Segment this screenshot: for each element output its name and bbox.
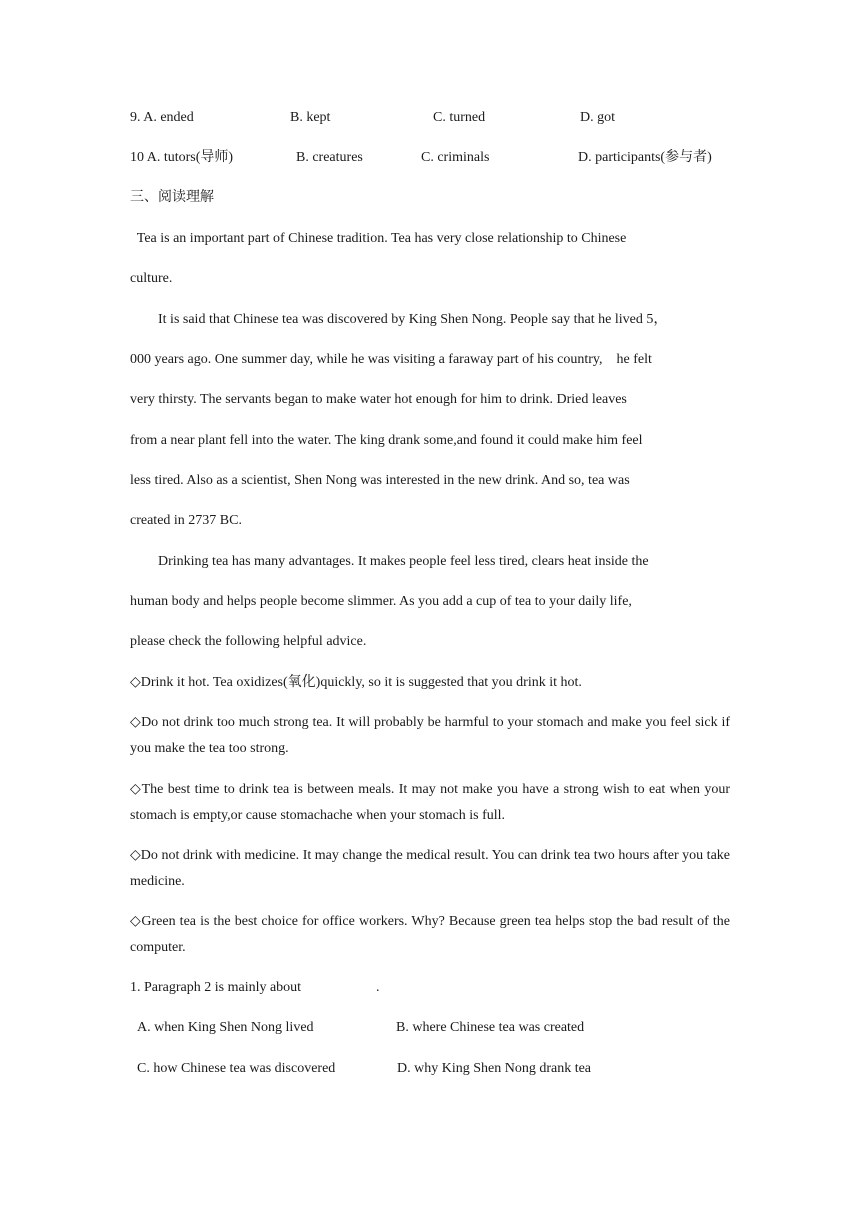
q9-option-c: C. turned [433,110,486,125]
advice-item: ◇The best time to drink tea is between meals. It may not make you have a strong wish to eat when your stomach is empty,or cause stomachache when your stomach is full. [130,782,730,823]
advice-item: ◇Drink it hot. Tea oxidizes(氧化)quickly, so it is suggested that you drink it hot. [130,675,582,690]
passage-p3-line1: Drinking tea has many advantages. It makes people feel less tired, clears heat inside the [130,554,649,569]
q10-option-b: B. creatures [296,150,363,165]
question-1-option-a: A. when King Shen Nong lived [137,1020,314,1035]
question-1-stem: 1. Paragraph 2 is mainly about [130,980,302,995]
passage-p2-line2: 000 years ago. One summer day, while he was visiting a faraway part of his country, he felt [130,352,652,367]
passage-p3-line3: please check the following helpful advice. [130,634,367,649]
q10-option-a: 10 A. tutors(导师) [130,150,234,165]
question-1-option-c: C. how Chinese tea was discovered [137,1061,336,1076]
passage-p1-line2: culture. [130,271,173,286]
passage-p3-line2: human body and helps people become slimmer. As you add a cup of tea to your daily life, [130,594,632,609]
passage-p2-line6: created in 2737 BC. [130,513,242,528]
q10-option-d: D. participants(参与者) [578,150,712,165]
passage-p2-line4: from a near plant fell into the water. The king drank some,and found it could make him feel [130,433,643,448]
question-1-option-d: D. why King Shen Nong drank tea [397,1061,592,1076]
question-1-option-b: B. where Chinese tea was created [396,1020,585,1035]
passage-p2-line3: very thirsty. The servants began to make water hot enough for him to drink. Dried leaves [130,392,627,407]
q9-option-d: D. got [580,110,615,125]
passage-p1-line1: Tea is an important part of Chinese tradition. Tea has very close relationship to Chinese [130,231,627,246]
section-title: 三、阅读理解 [130,190,214,205]
passage-p2-line5: less tired. Also as a scientist, Shen Nong was interested in the new drink. And so, tea was [130,473,630,488]
passage-p2-line1: It is said that Chinese tea was discovered by King Shen Nong. People say that he lived 5， [130,312,668,327]
q10-option-c: C. criminals [421,150,490,165]
advice-item: ◇Do not drink with medicine. It may change the medical result. You can drink tea two hours after you take medicine. [130,848,730,889]
advice-item: ◇Green tea is the best choice for office workers. Why? Because green tea helps stop the bad result of the computer. [130,914,730,955]
question-1-stem-end: . [376,980,380,995]
advice-item: ◇Do not drink too much strong tea. It will probably be harmful to your stomach and make you feel sick if you make the tea too strong. [130,715,730,756]
q9-option-b: B. kept [290,110,331,125]
q9-option-a: 9. A. ended [130,110,194,125]
